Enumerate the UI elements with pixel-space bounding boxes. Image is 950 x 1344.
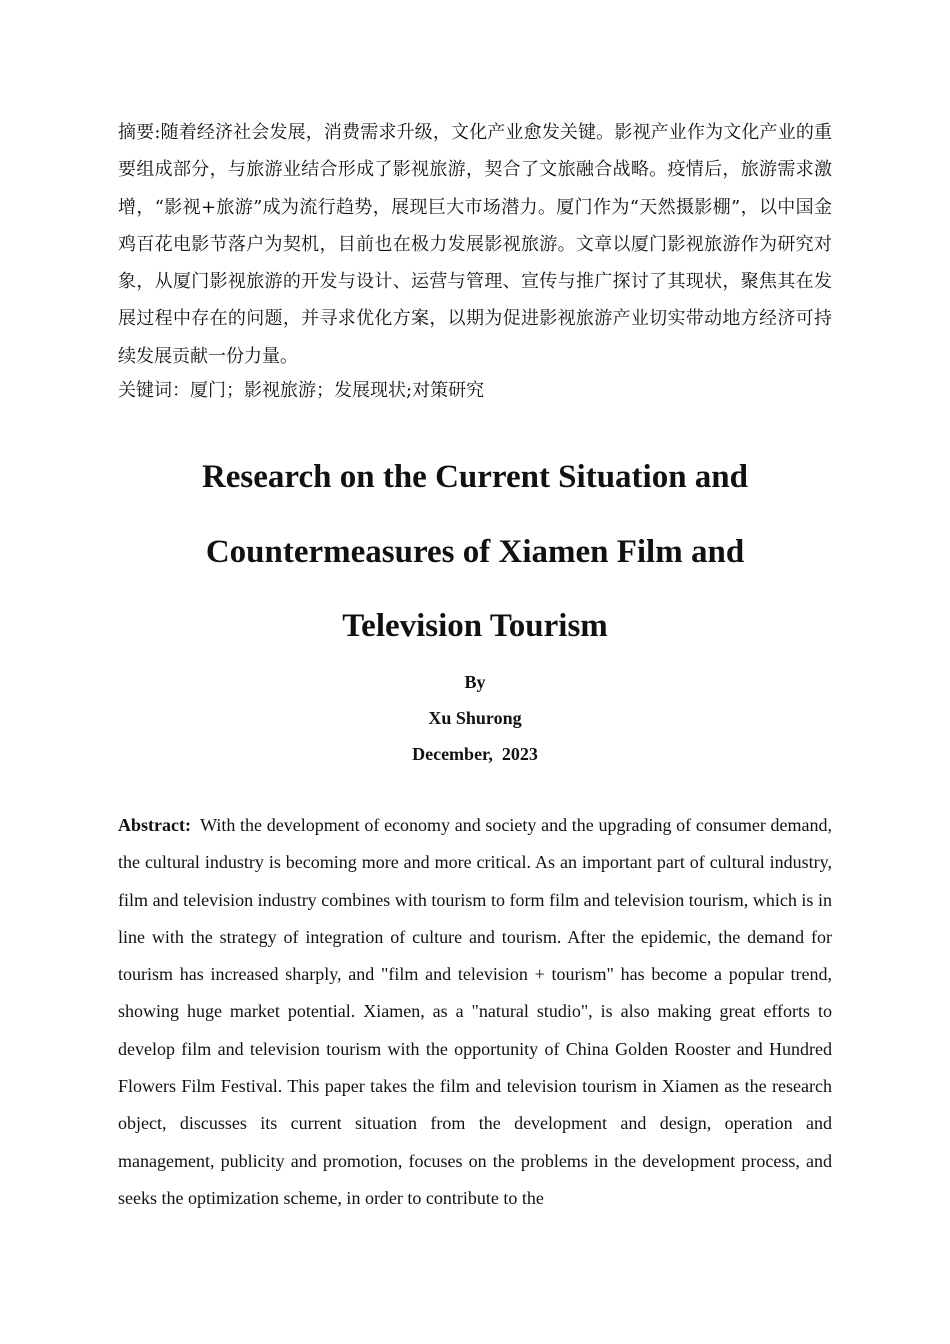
chinese-keywords xyxy=(118,374,832,408)
chinese-keywords-label: 关键词 xyxy=(118,380,172,401)
author-name: Xu Shurong xyxy=(428,708,522,728)
paper-title xyxy=(118,440,832,664)
chinese-keywords-text: 厦门；影视旅游；发展现状;对策研究 xyxy=(190,380,485,401)
chinese-abstract xyxy=(118,114,832,375)
chinese-keywords-separator: ： xyxy=(172,380,190,401)
chinese-abstract-label: 摘要 xyxy=(118,122,155,143)
english-abstract xyxy=(118,807,832,1217)
chinese-abstract-text: 随着经济社会发展，消费需求升级，文化产业愈发关键。影视产业作为文化产业的重要组成部分，与旅游业结合形成了影视旅游，契合了文旅融合战略。疫情后，旅游需求激增，“影视+旅游”成为流行趋势，展现巨大市场潜力。厦门作为“天然摄影棚”，以中国金鸡百花电影节落户为契机，目前也在极力发展影视旅游。文章以厦门影视旅游作为研究对象，从厦门影视旅游的开发与设计、运营与管理、宣传与推广探讨了其现状，聚焦其在发展过程中存在的问题，并寻求优化方案，以期为促进影视旅游产业切实带动地方经济可持续发展贡献一份力量。 xyxy=(118,122,833,367)
chinese-abstract-separator: : xyxy=(154,122,161,143)
paper-title-line-2: Countermeasures of Xiamen Film and xyxy=(205,533,745,570)
paper-title-line-3: Television Tourism xyxy=(342,608,608,644)
publication-date: December, 2023 xyxy=(412,744,538,764)
byline-by: By xyxy=(464,672,486,692)
english-abstract-label: Abstract: xyxy=(118,815,191,835)
byline xyxy=(118,664,832,772)
paper-title-line-1: Research on the Current Situation and xyxy=(201,459,749,495)
english-abstract-text: With the development of economy and society and the upgrading of consumer demand, the cultural industry is becoming more and more critical. As an important part of cultural industry, film and television industry combines with tourism to form film and television tourism, which is in line with the strategy of integration of culture and tourism. After the epidemic, the demand for tourism has increased sharply, and "film and television + tourism" has become a popular trend, showing huge market potential. Xiamen, as a "natural studio", is also making great efforts to develop film and television tourism with the opportunity of China Golden Rooster and Hundred Flowers Film Festival. This paper takes the film and television tourism in Xiamen as the research object, discusses its current situation from the development and design, operation and management, publicity and promotion, focuses on the problems in the development process, and seeks the optimization scheme, in order to contribute to the xyxy=(118,815,832,1208)
